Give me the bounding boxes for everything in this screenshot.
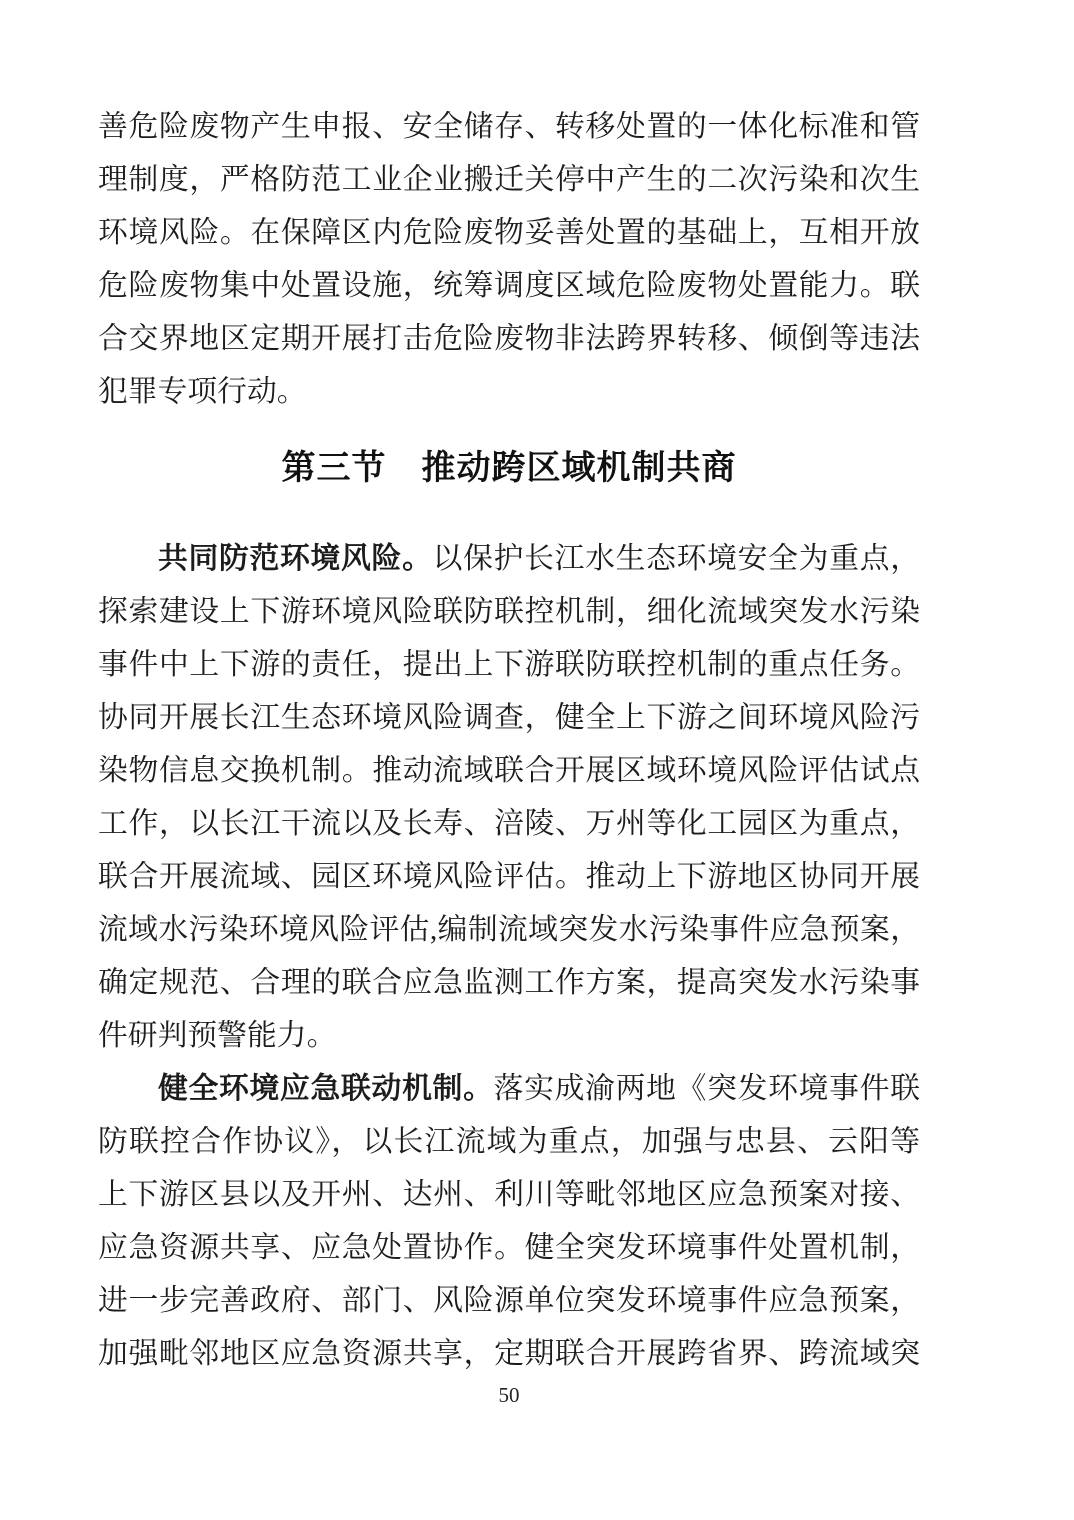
- text-line: [98, 1221, 920, 1274]
- body-text: 上下游区县以及开州、达州、利川等毗邻地区应急预案对接、: [98, 1178, 920, 1211]
- text-column: [98, 100, 920, 1408]
- body-text: 应急资源共享、应急处置协作。健全突发环境事件处置机制，: [98, 1231, 920, 1264]
- text-line: [98, 365, 920, 418]
- text-line: [98, 259, 920, 312]
- text-line: [98, 1327, 920, 1380]
- text-line: [98, 903, 920, 956]
- body-text: 合交界地区定期开展打击危险废物非法跨界转移、倾倒等违法: [98, 322, 920, 355]
- body-text: 协同开展长江生态环境风险调查，健全上下游之间环境风险污: [98, 701, 920, 734]
- body-text: 以保护长江水生态环境安全为重点，: [432, 542, 921, 575]
- body-text: 犯罪专项行动。: [98, 375, 307, 408]
- paragraph-environment-risk: [98, 532, 920, 1062]
- text-line: [98, 638, 920, 691]
- bold-lead-text: 共同防范环境风险。: [158, 542, 433, 575]
- body-text: 进一步完善政府、部门、风险源单位突发环境事件应急预案，: [98, 1284, 920, 1317]
- body-text: 环境风险。在保障区内危险废物妥善处置的基础上，互相开放: [98, 216, 920, 249]
- text-line: [98, 585, 920, 638]
- text-line: [98, 797, 920, 850]
- text-line: [98, 691, 920, 744]
- text-line: [98, 1009, 920, 1062]
- text-line: [98, 850, 920, 903]
- paragraph-emergency-linkage: [98, 1062, 920, 1380]
- body-text: 加强毗邻地区应急资源共享，定期联合开展跨省界、跨流域突: [98, 1337, 920, 1370]
- text-line: [98, 1274, 920, 1327]
- text-line: [98, 206, 920, 259]
- text-line: [98, 744, 920, 797]
- body-text: 危险废物集中处置设施，统筹调度区域危险废物处置能力。联: [98, 269, 920, 302]
- paragraph-continuation: [98, 100, 920, 418]
- page-number: 50: [498, 1383, 520, 1407]
- body-text: 染物信息交换机制。推动流域联合开展区域环境风险评估试点: [98, 754, 920, 787]
- text-line: [98, 1168, 920, 1221]
- body-text: 确定规范、合理的联合应急监测工作方案，提高突发水污染事: [98, 966, 920, 999]
- text-line: [98, 100, 920, 153]
- text-line: [98, 312, 920, 365]
- body-text: 探索建设上下游环境风险联防联控机制，细化流域突发水污染: [98, 595, 920, 628]
- section-heading: 第三节 推动跨区域机制共商: [281, 449, 737, 487]
- body-text: 流域水污染环境风险评估,编制流域突发水污染事件应急预案，: [98, 913, 920, 946]
- text-line: [98, 1062, 920, 1115]
- body-text: 防联控合作协议》，以长江流域为重点，加强与忠县、云阳等: [98, 1125, 920, 1158]
- body-text: 善危险废物产生申报、安全储存、转移处置的一体化标准和管: [98, 110, 920, 143]
- text-line: [98, 956, 920, 1009]
- text-line: [98, 532, 920, 585]
- text-line: [98, 1115, 920, 1168]
- bold-lead-text: 健全环境应急联动机制。: [158, 1072, 494, 1105]
- body-text: 联合开展流域、园区环境风险评估。推动上下游地区协同开展: [98, 860, 920, 893]
- body-text: 落实成渝两地《突发环境事件联: [493, 1072, 921, 1105]
- body-text: 件研判预警能力。: [98, 1019, 337, 1052]
- text-line: [98, 153, 920, 206]
- body-text: 工作，以长江干流以及长寿、涪陵、万州等化工园区为重点，: [98, 807, 920, 840]
- body-text: 事件中上下游的责任，提出上下游联防联控机制的重点任务。: [98, 648, 920, 681]
- body-text: 理制度，严格防范工业企业搬迁关停中产生的二次污染和次生: [98, 163, 920, 196]
